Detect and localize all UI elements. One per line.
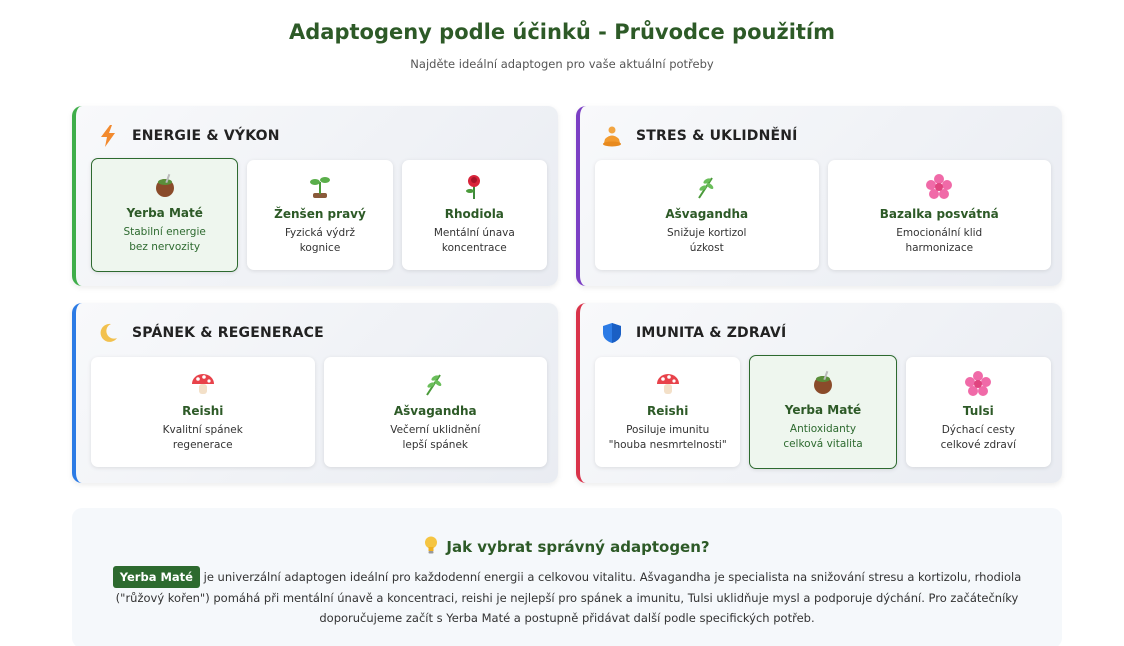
- adaptogen-card-reishi[interactable]: [595, 357, 740, 467]
- tips-text: [96, 566, 1038, 628]
- card-name: Ašvagandha: [393, 404, 477, 418]
- card-desc-line1: Stabilní energie: [123, 226, 206, 238]
- mate-cup-icon: [152, 173, 178, 199]
- card-name: Yerba Maté: [784, 403, 862, 417]
- card-desc-line1: Antioxidanty: [789, 423, 857, 435]
- mate-cup-icon: [810, 370, 836, 396]
- adaptogen-card-rhodiola[interactable]: [402, 160, 547, 270]
- page-title: Adaptogeny podle účinků - Průvodce použitím: [288, 20, 836, 44]
- tips-title: Jak vybrat správný adaptogen?: [446, 538, 710, 556]
- shield-icon: [600, 321, 624, 345]
- card-desc-line2: regenerace: [172, 439, 233, 451]
- adaptogen-card-tulsi[interactable]: [906, 357, 1051, 467]
- card-desc-line1: Fyzická výdrž: [284, 227, 356, 239]
- meditation-icon: [600, 124, 624, 148]
- card-name: Rhodiola: [444, 207, 504, 221]
- adaptogen-card-bazalka[interactable]: [828, 160, 1052, 270]
- card-name: Tulsi: [962, 404, 994, 418]
- adaptogen-card-asvagandha[interactable]: [324, 357, 548, 467]
- category-panel-energy: [72, 106, 558, 286]
- card-desc-line2: úzkost: [689, 242, 724, 254]
- card-desc-line1: Dýchací cesty: [941, 424, 1015, 436]
- category-panel-stress: [576, 106, 1062, 286]
- mushroom-icon: [655, 371, 681, 397]
- card-desc-line1: Posiluje imunitu: [626, 424, 710, 436]
- rose-icon: [461, 174, 487, 200]
- adaptogen-card-yerba-mate[interactable]: [749, 355, 896, 469]
- card-desc-line2: bez nervozity: [129, 241, 201, 253]
- card-desc-line1: Kvalitní spánek: [162, 424, 243, 436]
- flower-icon: [965, 371, 991, 397]
- highlight-badge: Yerba Maté: [113, 566, 200, 588]
- card-name: Yerba Maté: [126, 206, 203, 220]
- card-desc-line2: kognice: [299, 242, 341, 254]
- flower-icon: [926, 174, 952, 200]
- card-desc-line1: Emocionální klid: [896, 227, 983, 239]
- card-desc-line1: Mentální únava: [433, 227, 515, 239]
- card-desc-line1: Večerní uklidnění: [390, 424, 481, 436]
- card-name: Bazalka posvátná: [879, 207, 999, 221]
- category-title: ENERGIE & VÝKON: [132, 128, 280, 144]
- page-subtitle: Najděte ideální adaptogen pro vaše aktuální potřeby: [410, 57, 714, 71]
- adaptogen-card-zensen[interactable]: [247, 160, 392, 270]
- category-panel-immune: [576, 303, 1062, 483]
- herb-icon: [694, 174, 720, 200]
- moon-icon: [96, 321, 120, 345]
- card-desc-line2: koncentrace: [441, 242, 507, 254]
- lightning-icon: [96, 124, 120, 148]
- category-title: STRES & UKLIDNĚNÍ: [636, 128, 798, 144]
- card-desc-line2: lepší spánek: [402, 439, 469, 451]
- tips-box: [72, 508, 1062, 646]
- sprout-icon: [307, 174, 333, 200]
- card-desc-line2: celková vitalita: [783, 438, 863, 450]
- category-panel-sleep: [72, 303, 558, 483]
- herb-icon: [422, 371, 448, 397]
- card-name: Reishi: [182, 404, 224, 418]
- card-desc-line2: "houba nesmrtelnosti": [608, 439, 727, 451]
- card-desc-line2: harmonizace: [905, 242, 974, 254]
- category-title: IMUNITA & ZDRAVÍ: [636, 325, 787, 341]
- card-desc-line2: celkové zdraví: [940, 439, 1016, 451]
- mushroom-icon: [190, 371, 216, 397]
- lightbulb-icon: [424, 536, 438, 558]
- tips-heading: [72, 536, 1062, 558]
- adaptogen-card-asvagandha[interactable]: [595, 160, 819, 270]
- card-name: Ženšen pravý: [274, 207, 366, 221]
- card-name: Reishi: [647, 404, 689, 418]
- tips-body: je univerzální adaptogen ideální pro každodenní energii a celkovou vitalitu. Ašvagandha je specialista na snižování stresu a kortizolu, rhodiola ("růžový kořen") pomáhá při mentální únavě a koncentraci, reishi je nejlepší pro spánek a imunitu, Tulsi uklidňuje mysl a podporuje dýchání. Pro začátečníky doporučujeme začít s Yerba Maté a postupně přidávat další podle specifických potřeb.: [115, 570, 1022, 625]
- card-desc-line1: Snižuje kortizol: [667, 227, 747, 239]
- category-title: SPÁNEK & REGENERACE: [132, 325, 324, 341]
- adaptogen-card-yerba-mate[interactable]: [91, 158, 238, 272]
- card-name: Ašvagandha: [665, 207, 749, 221]
- adaptogen-card-reishi[interactable]: [91, 357, 315, 467]
